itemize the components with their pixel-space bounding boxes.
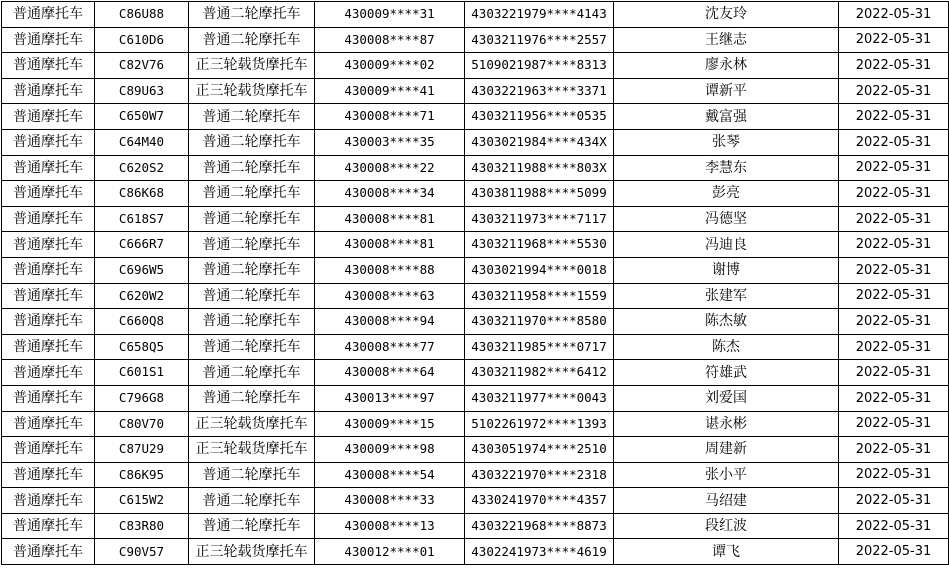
id-number-cell: 4303211958****1559 [465, 283, 614, 309]
plate-number-cell: C82V76 [95, 53, 189, 79]
table-row [2, 488, 949, 514]
certificate-number-cell: 430008****71 [315, 104, 465, 130]
table-row [2, 2, 949, 28]
date-cell: 2022-05-31 [839, 53, 949, 79]
owner-name-cell: 谭飞 [614, 539, 839, 565]
owner-name-cell: 陈杰敏 [614, 309, 839, 335]
table-row [2, 78, 949, 104]
date-cell: 2022-05-31 [839, 360, 949, 386]
table-row [2, 206, 949, 232]
plate-number-cell: C650W7 [95, 104, 189, 130]
vehicle-model-cell: 正三轮载货摩托车 [189, 437, 315, 463]
plate-number-cell: C90V57 [95, 539, 189, 565]
table-row [2, 437, 949, 463]
table-row [2, 334, 949, 360]
plate-number-cell: C658Q5 [95, 334, 189, 360]
table-row [2, 257, 949, 283]
certificate-number-cell: 430009****31 [315, 2, 465, 28]
plate-number-cell: C601S1 [95, 360, 189, 386]
registration-table [1, 1, 949, 565]
owner-name-cell: 李慧东 [614, 155, 839, 181]
owner-name-cell: 刘爱国 [614, 385, 839, 411]
date-cell: 2022-05-31 [839, 129, 949, 155]
vehicle-type-cell: 普通摩托车 [2, 78, 95, 104]
owner-name-cell: 彭亮 [614, 181, 839, 207]
vehicle-type-cell: 普通摩托车 [2, 283, 95, 309]
id-number-cell: 4303211976****2557 [465, 27, 614, 53]
vehicle-type-cell: 普通摩托车 [2, 411, 95, 437]
owner-name-cell: 陈杰 [614, 334, 839, 360]
id-number-cell: 4303221970****2318 [465, 462, 614, 488]
vehicle-type-cell: 普通摩托车 [2, 385, 95, 411]
owner-name-cell: 张小平 [614, 462, 839, 488]
plate-number-cell: C615W2 [95, 488, 189, 514]
id-number-cell: 4303211956****0535 [465, 104, 614, 130]
vehicle-type-cell: 普通摩托车 [2, 360, 95, 386]
certificate-number-cell: 430013****97 [315, 385, 465, 411]
vehicle-model-cell: 正三轮载货摩托车 [189, 78, 315, 104]
id-number-cell: 4303211973****7117 [465, 206, 614, 232]
vehicle-model-cell: 普通二轮摩托车 [189, 206, 315, 232]
vehicle-model-cell: 正三轮载货摩托车 [189, 411, 315, 437]
certificate-number-cell: 430008****81 [315, 206, 465, 232]
vehicle-type-cell: 普通摩托车 [2, 181, 95, 207]
id-number-cell: 4303021984****434X [465, 129, 614, 155]
vehicle-model-cell: 普通二轮摩托车 [189, 181, 315, 207]
id-number-cell: 4303221963****3371 [465, 78, 614, 104]
owner-name-cell: 周建新 [614, 437, 839, 463]
vehicle-type-cell: 普通摩托车 [2, 27, 95, 53]
date-cell: 2022-05-31 [839, 232, 949, 258]
certificate-number-cell: 430008****64 [315, 360, 465, 386]
vehicle-type-cell: 普通摩托车 [2, 129, 95, 155]
vehicle-model-cell: 普通二轮摩托车 [189, 27, 315, 53]
vehicle-type-cell: 普通摩托车 [2, 53, 95, 79]
vehicle-model-cell: 普通二轮摩托车 [189, 104, 315, 130]
vehicle-type-cell: 普通摩托车 [2, 104, 95, 130]
table-row [2, 27, 949, 53]
certificate-number-cell: 430008****77 [315, 334, 465, 360]
date-cell: 2022-05-31 [839, 27, 949, 53]
owner-name-cell: 冯迪良 [614, 232, 839, 258]
id-number-cell: 4303221968****8873 [465, 513, 614, 539]
id-number-cell: 4303211985****0717 [465, 334, 614, 360]
vehicle-type-cell: 普通摩托车 [2, 232, 95, 258]
id-number-cell: 4330241970****4357 [465, 488, 614, 514]
id-number-cell: 4302241973****4619 [465, 539, 614, 565]
owner-name-cell: 廖永林 [614, 53, 839, 79]
vehicle-type-cell: 普通摩托车 [2, 513, 95, 539]
certificate-number-cell: 430008****81 [315, 232, 465, 258]
plate-number-cell: C796G8 [95, 385, 189, 411]
plate-number-cell: C696W5 [95, 257, 189, 283]
date-cell: 2022-05-31 [839, 539, 949, 565]
vehicle-model-cell: 普通二轮摩托车 [189, 2, 315, 28]
id-number-cell: 4303221979****4143 [465, 2, 614, 28]
vehicle-model-cell: 普通二轮摩托车 [189, 232, 315, 258]
plate-number-cell: C83R80 [95, 513, 189, 539]
vehicle-model-cell: 普通二轮摩托车 [189, 155, 315, 181]
vehicle-type-cell: 普通摩托车 [2, 488, 95, 514]
table-row [2, 129, 949, 155]
vehicle-model-cell: 普通二轮摩托车 [189, 129, 315, 155]
table-row [2, 539, 949, 565]
certificate-number-cell: 430009****98 [315, 437, 465, 463]
certificate-number-cell: 430008****33 [315, 488, 465, 514]
table-row [2, 462, 949, 488]
date-cell: 2022-05-31 [839, 104, 949, 130]
plate-number-cell: C666R7 [95, 232, 189, 258]
vehicle-model-cell: 普通二轮摩托车 [189, 462, 315, 488]
date-cell: 2022-05-31 [839, 155, 949, 181]
id-number-cell: 4303211982****6412 [465, 360, 614, 386]
plate-number-cell: C86K68 [95, 181, 189, 207]
owner-name-cell: 谌永彬 [614, 411, 839, 437]
owner-name-cell: 马绍建 [614, 488, 839, 514]
vehicle-model-cell: 普通二轮摩托车 [189, 283, 315, 309]
id-number-cell: 4303211970****8580 [465, 309, 614, 335]
owner-name-cell: 段红波 [614, 513, 839, 539]
table-row [2, 53, 949, 79]
vehicle-type-cell: 普通摩托车 [2, 309, 95, 335]
id-number-cell: 4303211977****0043 [465, 385, 614, 411]
owner-name-cell: 冯德坚 [614, 206, 839, 232]
table-row [2, 385, 949, 411]
table-row [2, 232, 949, 258]
id-number-cell: 5109021987****8313 [465, 53, 614, 79]
table-row [2, 411, 949, 437]
vehicle-type-cell: 普通摩托车 [2, 206, 95, 232]
plate-number-cell: C618S7 [95, 206, 189, 232]
table-row [2, 360, 949, 386]
certificate-number-cell: 430003****35 [315, 129, 465, 155]
table-row [2, 104, 949, 130]
date-cell: 2022-05-31 [839, 257, 949, 283]
plate-number-cell: C89U63 [95, 78, 189, 104]
vehicle-type-cell: 普通摩托车 [2, 155, 95, 181]
plate-number-cell: C86U88 [95, 2, 189, 28]
vehicle-model-cell: 普通二轮摩托车 [189, 257, 315, 283]
date-cell: 2022-05-31 [839, 206, 949, 232]
certificate-number-cell: 430009****15 [315, 411, 465, 437]
date-cell: 2022-05-31 [839, 462, 949, 488]
date-cell: 2022-05-31 [839, 334, 949, 360]
vehicle-model-cell: 普通二轮摩托车 [189, 488, 315, 514]
vehicle-type-cell: 普通摩托车 [2, 2, 95, 28]
table-row [2, 283, 949, 309]
id-number-cell: 4303211988****803X [465, 155, 614, 181]
date-cell: 2022-05-31 [839, 385, 949, 411]
vehicle-type-cell: 普通摩托车 [2, 462, 95, 488]
id-number-cell: 4303811988****5099 [465, 181, 614, 207]
certificate-number-cell: 430008****94 [315, 309, 465, 335]
vehicle-model-cell: 普通二轮摩托车 [189, 513, 315, 539]
id-number-cell: 4303051974****2510 [465, 437, 614, 463]
certificate-number-cell: 430012****01 [315, 539, 465, 565]
certificate-number-cell: 430009****41 [315, 78, 465, 104]
table-row [2, 513, 949, 539]
owner-name-cell: 王继志 [614, 27, 839, 53]
date-cell: 2022-05-31 [839, 513, 949, 539]
plate-number-cell: C80V70 [95, 411, 189, 437]
owner-name-cell: 符雄武 [614, 360, 839, 386]
certificate-number-cell: 430008****87 [315, 27, 465, 53]
date-cell: 2022-05-31 [839, 411, 949, 437]
id-number-cell: 5102261972****1393 [465, 411, 614, 437]
plate-number-cell: C64M40 [95, 129, 189, 155]
table-row [2, 155, 949, 181]
date-cell: 2022-05-31 [839, 2, 949, 28]
plate-number-cell: C620W2 [95, 283, 189, 309]
vehicle-type-cell: 普通摩托车 [2, 437, 95, 463]
vehicle-model-cell: 普通二轮摩托车 [189, 309, 315, 335]
table-body [2, 2, 949, 565]
plate-number-cell: C610D6 [95, 27, 189, 53]
vehicle-model-cell: 普通二轮摩托车 [189, 385, 315, 411]
plate-number-cell: C86K95 [95, 462, 189, 488]
certificate-number-cell: 430008****13 [315, 513, 465, 539]
vehicle-model-cell: 正三轮载货摩托车 [189, 539, 315, 565]
id-number-cell: 4303211968****5530 [465, 232, 614, 258]
vehicle-type-cell: 普通摩托车 [2, 257, 95, 283]
date-cell: 2022-05-31 [839, 309, 949, 335]
certificate-number-cell: 430008****34 [315, 181, 465, 207]
table-row [2, 309, 949, 335]
id-number-cell: 4303021994****0018 [465, 257, 614, 283]
date-cell: 2022-05-31 [839, 181, 949, 207]
owner-name-cell: 谢博 [614, 257, 839, 283]
owner-name-cell: 谭新平 [614, 78, 839, 104]
date-cell: 2022-05-31 [839, 488, 949, 514]
certificate-number-cell: 430008****88 [315, 257, 465, 283]
vehicle-model-cell: 普通二轮摩托车 [189, 334, 315, 360]
date-cell: 2022-05-31 [839, 78, 949, 104]
certificate-number-cell: 430008****63 [315, 283, 465, 309]
date-cell: 2022-05-31 [839, 283, 949, 309]
vehicle-type-cell: 普通摩托车 [2, 334, 95, 360]
vehicle-model-cell: 普通二轮摩托车 [189, 360, 315, 386]
certificate-number-cell: 430008****22 [315, 155, 465, 181]
plate-number-cell: C87U29 [95, 437, 189, 463]
certificate-number-cell: 430008****54 [315, 462, 465, 488]
certificate-number-cell: 430009****02 [315, 53, 465, 79]
date-cell: 2022-05-31 [839, 437, 949, 463]
vehicle-model-cell: 正三轮载货摩托车 [189, 53, 315, 79]
owner-name-cell: 沈友玲 [614, 2, 839, 28]
plate-number-cell: C660Q8 [95, 309, 189, 335]
owner-name-cell: 张琴 [614, 129, 839, 155]
plate-number-cell: C620S2 [95, 155, 189, 181]
owner-name-cell: 戴富强 [614, 104, 839, 130]
vehicle-type-cell: 普通摩托车 [2, 539, 95, 565]
table-row [2, 181, 949, 207]
owner-name-cell: 张建军 [614, 283, 839, 309]
